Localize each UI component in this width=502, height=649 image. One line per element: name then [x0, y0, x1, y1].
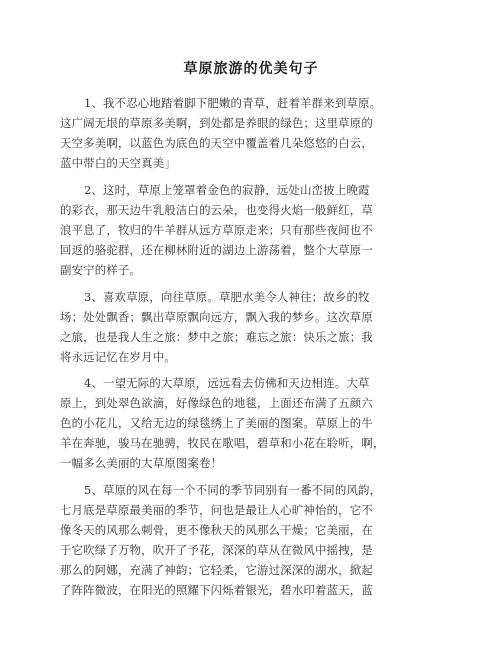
- paragraph-line: 浪平息了，牧归的牛羊群从远方草原走来；只有那些夜间也不: [60, 223, 373, 237]
- paragraph-line: 一幅多么美丽的大草原图案卷！: [60, 456, 223, 470]
- paragraph-line: 1、我不忍心地踏着脚下肥嫩的青草，赶着羊群来到草原。: [84, 96, 382, 110]
- paragraph-line: 4、一望无际的大草原，远远看去仿佛和天边相连。大草: [84, 376, 370, 390]
- paragraph-line: 回返的骆驼群，还在柳林附近的湖边上游荡着，整个大草原一: [60, 243, 373, 257]
- paragraph-line: 七月底是草原最美丽的季节，问也是最让人心旷神怡的，它不: [60, 503, 373, 517]
- paragraph-line: 这广阔无垠的草原多美啊，到处都是养眼的绿色；这里草原的: [60, 116, 373, 130]
- paragraph-line: 于它吹绿了万物，吹开了予花，深深的草从在微风中摇拽，是: [60, 543, 373, 557]
- paragraph-line: 3、喜欢草原，向往草原。草肥水美令人神往；故乡的牧: [84, 290, 370, 304]
- paragraph-line: 原上，到处翠色欲滴，好像绿色的地毯，上面还布满了五颜六: [60, 396, 373, 410]
- paragraph-line: 那么的阿娜，充满了神韵；它轻柔，它游过深深的湖水，掀起: [60, 563, 373, 577]
- paragraph-line: 了阵阵微波，在阳光的照耀下闪烁着银光，碧水印着蓝天，蓝: [60, 583, 373, 597]
- paragraph-line: 蓝中带白的天空真美」: [60, 156, 176, 170]
- paragraph-line: 5、草原的风在每一个不同的季节同别有一番不同的风韵，: [84, 483, 382, 497]
- paragraph-line: 将永远记忆在岁月中。: [60, 350, 176, 364]
- paragraph-4: [60, 373, 442, 473]
- paragraph-line: 的彩衣，那天边牛乳般洁白的云朵，也变得火焰一般鲜红，草: [60, 203, 373, 217]
- paragraph-2: [60, 180, 442, 280]
- document-title: 草原旅游的优美句子: [183, 61, 319, 77]
- paragraph-line: 场；处处飘香；飘出草原飘向远方，飘入我的梦乡。这次草原: [60, 310, 373, 324]
- paragraph-1: [60, 93, 442, 173]
- paragraph-5: [60, 480, 442, 600]
- paragraph-line: 之旅，也是我人生之旅：梦中之旅；难忘之旅：快乐之旅；我: [60, 330, 373, 344]
- paragraph-line: 像冬天的风那么刺骨，更不像秋天的风那么干燥；它美丽，在: [60, 523, 373, 537]
- paragraph-line: 色的小花儿，又给无边的绿毯绣上了美丽的图案。草原上的牛: [60, 416, 373, 430]
- paragraph-3: [60, 287, 442, 367]
- paragraph-line: 副安宁的样子。: [60, 263, 142, 277]
- paragraph-line: 羊在奔驰，骏马在驰骋，牧民在歌唱，碧草和小花在聆听，啊，: [60, 436, 385, 450]
- paragraph-line: 2、这时，草原上笼罩着金色的寂静，远处山峦披上晚霞: [84, 183, 370, 197]
- paragraph-line: 天空多美啊，以蓝色为底色的天空中覆盖着几朵悠悠的白云，: [60, 136, 373, 150]
